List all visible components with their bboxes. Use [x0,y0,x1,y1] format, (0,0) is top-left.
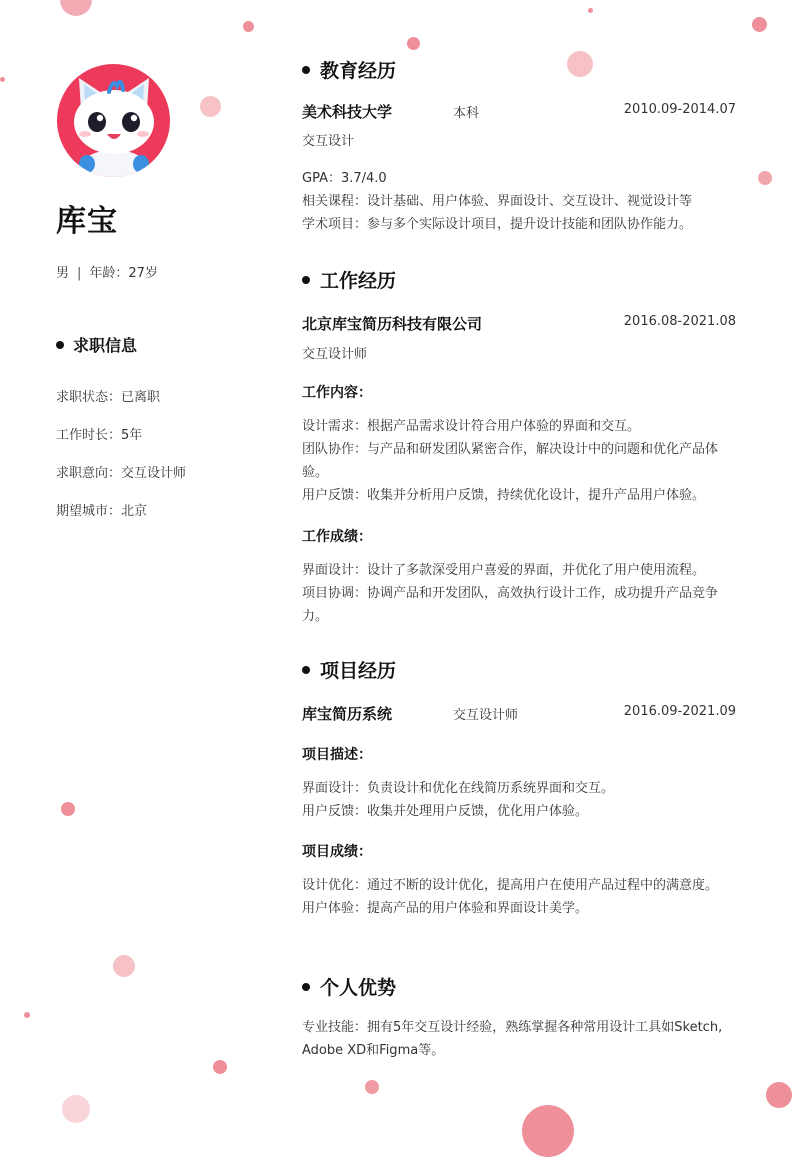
work-achieve-title: 工作成绩： [302,529,372,545]
project-achieve-title: 项目成绩： [302,844,372,860]
strengths-content [302,1016,738,1062]
decor-dot [113,955,135,977]
age: 年龄：27岁 [89,266,158,281]
work-date: 2016.08-2021.08 [623,314,736,329]
work-years: 工作时长：5年 [56,428,143,443]
decor-dot [62,1095,90,1123]
work-content-item: 团队协作：与产品和研发团队紧密合作，解决设计中的问题和优化产品体验。 [302,442,719,480]
project-desc-title: 项目描述： [302,747,372,763]
school-name: 美术科技大学 [302,103,393,121]
decor-dot [200,96,221,117]
project-achievement-item: 设计优化：通过不断的设计优化，提高用户在使用产品过程中的满意度。 [302,878,719,893]
decor-dot [758,171,772,185]
project-title [302,656,396,683]
decor-dot [213,1060,227,1074]
strength-item: 专业技能：拥有5年交互设计经验，熟练掌握各种常用设计工具如Sketch, Adobe XD和Figma等。 [302,1020,723,1058]
project-desc-item: 用户反馈：收集并处理用户反馈，优化用户体验。 [302,804,589,819]
job-target: 求职意向：交互设计师 [56,466,187,481]
cat-mascot-avatar [57,64,170,177]
decor-dot [0,77,5,82]
decor-dot [766,1082,792,1108]
project-desc [302,777,738,823]
education-title [302,56,396,83]
decor-dot [752,17,767,32]
bullet-icon [302,66,310,74]
work-achievement-item: 项目协调：协调产品和开发团队，高效执行设计工作，成功提升产品竞争力。 [302,586,719,624]
project-achievements [302,874,738,920]
expected-city: 期望城市：北京 [56,504,148,519]
work-content-title: 工作内容： [302,385,372,401]
education-date: 2010.09-2014.07 [623,102,736,117]
project-achievement-item: 用户体验：提高产品的用户体验和界面设计美学。 [302,901,589,916]
academic-line: 学术项目：参与多个实际设计项目，提升设计技能和团队协作能力。 [302,217,693,232]
decor-dot [588,8,593,13]
bullet-icon [302,983,310,991]
project-desc-item: 界面设计：负责设计和优化在线简历系统界面和交互。 [302,781,615,796]
strengths-title [302,973,396,1000]
work-title [302,266,396,293]
education-details [302,167,738,236]
degree: 本科 [453,106,480,121]
work-content-item: 用户反馈：收集并分析用户反馈，持续优化设计，提升产品用户体验。 [302,488,706,503]
decor-dot [60,0,92,16]
project-role: 交互设计师 [453,708,519,723]
work-role: 交互设计师 [302,347,368,362]
company-name: 北京库宝简历科技有限公司 [302,315,483,333]
bullet-icon [302,666,310,674]
major: 交互设计 [302,134,355,149]
decor-dot [243,21,254,32]
work-achievements [302,559,738,628]
decor-dot [365,1080,379,1094]
cat-mascot-icon [57,64,170,177]
decor-dot [61,802,75,816]
project-title-text: 项目经历 [320,660,397,682]
work-achievement-item: 界面设计：设计了多款深受用户喜爱的界面，并优化了用户使用流程。 [302,563,706,578]
work-content [302,415,738,507]
project-date: 2016.09-2021.09 [623,704,736,719]
work-title-text: 工作经历 [320,270,397,292]
candidate-name: 库宝 [56,204,118,239]
bullet-icon [56,341,64,349]
gpa-line: GPA：3.7/4.0 [302,171,387,186]
project-name: 库宝简历系统 [302,705,393,723]
decor-dot [522,1105,574,1157]
job-status: 求职状态：已离职 [56,390,161,405]
job-intent-title-text: 求职信息 [73,336,138,355]
decor-dot [567,51,593,77]
work-content-item: 设计需求：根据产品需求设计符合用户体验的界面和交互。 [302,419,641,434]
education-title-text: 教育经历 [320,60,397,82]
basic-info [56,262,158,281]
courses-line: 相关课程：设计基础、用户体验、界面设计、交互设计、视觉设计等 [302,194,693,209]
strengths-title-text: 个人优势 [320,977,397,999]
decor-dot [24,1012,30,1018]
job-intent-title [56,333,137,356]
bullet-icon [302,276,310,284]
separator: | [77,266,82,281]
gender: 男 [56,266,70,281]
decor-dot [407,37,420,50]
